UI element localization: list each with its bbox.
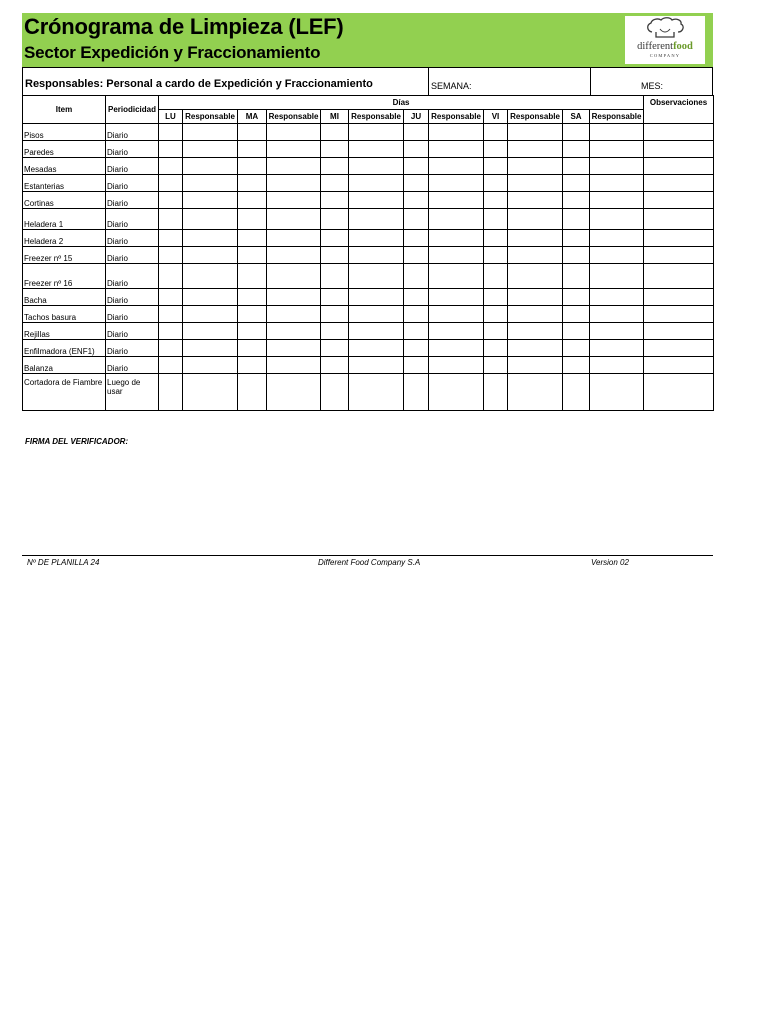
responsable-cell[interactable] <box>349 175 404 192</box>
day-check-cell[interactable] <box>321 230 349 247</box>
row-item: Heladera 2 <box>23 230 106 247</box>
responsable-header: Responsable <box>183 110 238 124</box>
day-check-cell[interactable] <box>484 306 508 323</box>
row-item: Cortadora de Fiambre <box>23 374 106 411</box>
table-row <box>23 209 714 230</box>
responsable-header: Responsable <box>349 110 404 124</box>
responsable-header: Responsable <box>590 110 644 124</box>
day-check-cell[interactable] <box>404 247 429 264</box>
day-header-vi: VI <box>484 110 508 124</box>
responsable-cell[interactable] <box>429 158 484 175</box>
day-check-cell[interactable] <box>563 124 590 141</box>
row-periodicidad: Diario <box>106 306 159 323</box>
version-label: Version 02 <box>591 558 629 567</box>
responsable-cell[interactable] <box>508 306 563 323</box>
day-check-cell[interactable] <box>484 340 508 357</box>
day-check-cell[interactable] <box>321 264 349 289</box>
observaciones-cell[interactable] <box>644 323 714 340</box>
responsable-cell[interactable] <box>349 289 404 306</box>
row-periodicidad: Diario <box>106 357 159 374</box>
responsable-cell[interactable] <box>590 230 644 247</box>
observaciones-cell[interactable] <box>644 158 714 175</box>
responsable-cell[interactable] <box>508 230 563 247</box>
day-check-cell[interactable] <box>321 357 349 374</box>
responsable-cell[interactable] <box>349 158 404 175</box>
observaciones-cell[interactable] <box>644 209 714 230</box>
table-row <box>23 323 714 340</box>
responsable-cell[interactable] <box>349 230 404 247</box>
logo-text-different: different <box>637 41 674 52</box>
day-check-cell[interactable] <box>404 357 429 374</box>
company-logo <box>625 16 705 64</box>
day-check-cell[interactable] <box>563 192 590 209</box>
day-check-cell[interactable] <box>563 323 590 340</box>
day-check-cell[interactable] <box>159 192 183 209</box>
responsable-header: Responsable <box>429 110 484 124</box>
day-check-cell[interactable] <box>321 323 349 340</box>
day-check-cell[interactable] <box>404 124 429 141</box>
responsable-cell[interactable] <box>267 158 321 175</box>
table-row <box>23 230 714 247</box>
table-row <box>23 175 714 192</box>
responsable-cell[interactable] <box>590 340 644 357</box>
day-check-cell[interactable] <box>484 141 508 158</box>
row-item: Pisos <box>23 124 106 141</box>
responsable-cell[interactable] <box>590 192 644 209</box>
row-item: Tachos basura <box>23 306 106 323</box>
chef-hat-icon <box>625 16 705 40</box>
cleaning-schedule-table <box>22 95 714 411</box>
responsable-cell[interactable] <box>429 374 484 411</box>
day-check-cell[interactable] <box>238 306 267 323</box>
table-row <box>23 264 714 289</box>
row-item: Rejillas <box>23 323 106 340</box>
row-item: Enfilmadora (ENF1) <box>23 340 106 357</box>
observaciones-cell[interactable] <box>644 306 714 323</box>
row-periodicidad: Diario <box>106 175 159 192</box>
responsable-cell[interactable] <box>508 124 563 141</box>
responsable-cell[interactable] <box>267 340 321 357</box>
observaciones-cell[interactable] <box>644 141 714 158</box>
responsable-cell[interactable] <box>590 124 644 141</box>
responsable-cell[interactable] <box>508 264 563 289</box>
responsable-cell[interactable] <box>349 209 404 230</box>
responsable-cell[interactable] <box>267 289 321 306</box>
company-name: Different Food Company S.A <box>318 558 421 567</box>
day-check-cell[interactable] <box>159 209 183 230</box>
day-check-cell[interactable] <box>321 192 349 209</box>
responsable-cell[interactable] <box>508 192 563 209</box>
responsable-cell[interactable] <box>183 289 238 306</box>
responsable-cell[interactable] <box>183 374 238 411</box>
day-check-cell[interactable] <box>238 192 267 209</box>
responsable-cell[interactable] <box>590 264 644 289</box>
responsable-cell[interactable] <box>349 357 404 374</box>
responsable-cell[interactable] <box>429 175 484 192</box>
responsable-cell[interactable] <box>590 374 644 411</box>
row-periodicidad: Diario <box>106 141 159 158</box>
row-periodicidad: Diario <box>106 323 159 340</box>
responsable-cell[interactable] <box>267 192 321 209</box>
day-check-cell[interactable] <box>238 124 267 141</box>
responsable-cell[interactable] <box>508 340 563 357</box>
observaciones-subheader <box>644 110 714 124</box>
observaciones-cell[interactable] <box>644 230 714 247</box>
responsable-cell[interactable] <box>590 289 644 306</box>
day-check-cell[interactable] <box>484 175 508 192</box>
footer-divider <box>22 555 713 556</box>
responsable-cell[interactable] <box>508 374 563 411</box>
responsable-cell[interactable] <box>267 323 321 340</box>
responsable-cell[interactable] <box>267 124 321 141</box>
responsable-cell[interactable] <box>590 209 644 230</box>
day-check-cell[interactable] <box>404 323 429 340</box>
table-row <box>23 192 714 209</box>
row-periodicidad: Diario <box>106 230 159 247</box>
responsable-cell[interactable] <box>183 247 238 264</box>
day-check-cell[interactable] <box>321 306 349 323</box>
responsable-cell[interactable] <box>429 247 484 264</box>
responsable-cell[interactable] <box>508 209 563 230</box>
day-check-cell[interactable] <box>563 158 590 175</box>
responsable-cell[interactable] <box>183 264 238 289</box>
row-periodicidad: Diario <box>106 158 159 175</box>
day-check-cell[interactable] <box>321 158 349 175</box>
responsable-cell[interactable] <box>508 357 563 374</box>
day-check-cell[interactable] <box>404 340 429 357</box>
day-check-cell[interactable] <box>321 289 349 306</box>
responsable-cell[interactable] <box>590 306 644 323</box>
day-check-cell[interactable] <box>159 230 183 247</box>
day-check-cell[interactable] <box>563 209 590 230</box>
observaciones-cell[interactable] <box>644 124 714 141</box>
day-check-cell[interactable] <box>563 141 590 158</box>
day-header-sa: SA <box>563 110 590 124</box>
day-check-cell[interactable] <box>321 247 349 264</box>
day-check-cell[interactable] <box>321 340 349 357</box>
day-check-cell[interactable] <box>563 175 590 192</box>
day-check-cell[interactable] <box>321 124 349 141</box>
day-check-cell[interactable] <box>563 230 590 247</box>
responsable-cell[interactable] <box>267 357 321 374</box>
day-check-cell[interactable] <box>321 209 349 230</box>
divider <box>590 68 591 95</box>
day-header-mi: MI <box>321 110 349 124</box>
responsable-cell[interactable] <box>590 357 644 374</box>
responsable-cell[interactable] <box>349 323 404 340</box>
row-item: Heladera 1 <box>23 209 106 230</box>
observaciones-cell[interactable] <box>644 247 714 264</box>
day-check-cell[interactable] <box>238 264 267 289</box>
day-check-cell[interactable] <box>238 158 267 175</box>
day-check-cell[interactable] <box>238 289 267 306</box>
day-check-cell[interactable] <box>321 175 349 192</box>
responsable-cell[interactable] <box>267 264 321 289</box>
table-row <box>23 374 714 411</box>
row-periodicidad: Diario <box>106 247 159 264</box>
responsables-label: Responsables: Personal a cardo de Expedición y Fraccionamiento <box>25 78 373 90</box>
observaciones-cell[interactable] <box>644 289 714 306</box>
form-sheet <box>22 13 713 411</box>
day-check-cell[interactable] <box>563 247 590 264</box>
responsable-cell[interactable] <box>183 175 238 192</box>
day-check-cell[interactable] <box>238 209 267 230</box>
day-check-cell[interactable] <box>159 289 183 306</box>
day-check-cell[interactable] <box>484 374 508 411</box>
table-row <box>23 306 714 323</box>
row-item: Mesadas <box>23 158 106 175</box>
responsable-cell[interactable] <box>429 124 484 141</box>
row-periodicidad: Diario <box>106 124 159 141</box>
planilla-number: Nº DE PLANILLA 24 <box>27 558 100 567</box>
responsable-cell[interactable] <box>429 306 484 323</box>
responsable-cell[interactable] <box>267 175 321 192</box>
page-title: Crónograma de Limpieza (LEF) <box>24 14 344 39</box>
table-row <box>23 247 714 264</box>
responsable-cell[interactable] <box>183 357 238 374</box>
day-check-cell[interactable] <box>563 289 590 306</box>
observaciones-cell[interactable] <box>644 175 714 192</box>
table-row <box>23 357 714 374</box>
responsable-cell[interactable] <box>183 209 238 230</box>
day-check-cell[interactable] <box>484 124 508 141</box>
day-check-cell[interactable] <box>404 230 429 247</box>
responsables-row <box>22 67 713 95</box>
day-header-lu: LU <box>159 110 183 124</box>
day-check-cell[interactable] <box>404 158 429 175</box>
responsable-cell[interactable] <box>590 175 644 192</box>
responsable-cell[interactable] <box>267 230 321 247</box>
day-check-cell[interactable] <box>321 374 349 411</box>
mes-field[interactable]: MES: <box>641 81 664 91</box>
responsable-cell[interactable] <box>183 141 238 158</box>
day-check-cell[interactable] <box>159 175 183 192</box>
row-item: Paredes <box>23 141 106 158</box>
responsable-cell[interactable] <box>349 141 404 158</box>
observaciones-cell[interactable] <box>644 357 714 374</box>
row-periodicidad: Diario <box>106 192 159 209</box>
day-check-cell[interactable] <box>484 247 508 264</box>
responsable-cell[interactable] <box>267 374 321 411</box>
day-header-ma: MA <box>238 110 267 124</box>
responsable-cell[interactable] <box>508 323 563 340</box>
col-header-periodicidad: Periodicidad <box>106 96 159 124</box>
day-check-cell[interactable] <box>238 141 267 158</box>
responsable-cell[interactable] <box>267 209 321 230</box>
day-check-cell[interactable] <box>404 141 429 158</box>
row-item: Cortinas <box>23 192 106 209</box>
responsable-cell[interactable] <box>267 247 321 264</box>
row-item: Estanterias <box>23 175 106 192</box>
day-check-cell[interactable] <box>484 209 508 230</box>
col-header-observaciones: Observaciones <box>644 96 714 110</box>
observaciones-cell[interactable] <box>644 264 714 289</box>
day-check-cell[interactable] <box>238 175 267 192</box>
responsable-cell[interactable] <box>508 141 563 158</box>
day-check-cell[interactable] <box>484 289 508 306</box>
responsable-cell[interactable] <box>590 247 644 264</box>
responsable-cell[interactable] <box>590 158 644 175</box>
day-check-cell[interactable] <box>404 175 429 192</box>
responsable-cell[interactable] <box>349 264 404 289</box>
responsable-cell[interactable] <box>183 230 238 247</box>
day-check-cell[interactable] <box>404 209 429 230</box>
row-item: Freezer nº 16 <box>23 264 106 289</box>
table-row <box>23 340 714 357</box>
responsable-cell[interactable] <box>508 158 563 175</box>
day-check-cell[interactable] <box>484 323 508 340</box>
table-row <box>23 158 714 175</box>
responsable-header: Responsable <box>508 110 563 124</box>
responsable-cell[interactable] <box>183 192 238 209</box>
day-check-cell[interactable] <box>238 323 267 340</box>
responsable-cell[interactable] <box>183 340 238 357</box>
row-periodicidad: Diario <box>106 264 159 289</box>
observaciones-cell[interactable] <box>644 374 714 411</box>
row-periodicidad: Luego de usar <box>106 374 159 411</box>
col-header-item: Item <box>23 96 106 124</box>
day-check-cell[interactable] <box>238 230 267 247</box>
row-periodicidad: Diario <box>106 209 159 230</box>
day-check-cell[interactable] <box>159 141 183 158</box>
row-periodicidad: Diario <box>106 340 159 357</box>
responsable-cell[interactable] <box>429 340 484 357</box>
day-check-cell[interactable] <box>563 306 590 323</box>
observaciones-cell[interactable] <box>644 340 714 357</box>
day-check-cell[interactable] <box>159 264 183 289</box>
day-check-cell[interactable] <box>404 374 429 411</box>
day-header-ju: JU <box>404 110 429 124</box>
day-check-cell[interactable] <box>404 289 429 306</box>
responsable-cell[interactable] <box>183 158 238 175</box>
responsable-cell[interactable] <box>429 357 484 374</box>
day-check-cell[interactable] <box>484 264 508 289</box>
day-check-cell[interactable] <box>159 323 183 340</box>
responsable-cell[interactable] <box>349 247 404 264</box>
day-check-cell[interactable] <box>484 357 508 374</box>
table-row <box>23 141 714 158</box>
responsable-cell[interactable] <box>349 192 404 209</box>
responsable-cell[interactable] <box>590 141 644 158</box>
day-check-cell[interactable] <box>159 306 183 323</box>
day-check-cell[interactable] <box>484 230 508 247</box>
day-check-cell[interactable] <box>484 158 508 175</box>
day-check-cell[interactable] <box>321 141 349 158</box>
day-check-cell[interactable] <box>238 247 267 264</box>
responsable-cell[interactable] <box>429 323 484 340</box>
day-check-cell[interactable] <box>563 264 590 289</box>
responsable-cell[interactable] <box>429 264 484 289</box>
row-item: Freezer nº 15 <box>23 247 106 264</box>
responsable-cell[interactable] <box>183 323 238 340</box>
logo-text-company: COMPANY <box>649 53 681 58</box>
responsable-cell[interactable] <box>429 209 484 230</box>
responsable-cell[interactable] <box>508 175 563 192</box>
responsable-cell[interactable] <box>429 141 484 158</box>
day-check-cell[interactable] <box>404 264 429 289</box>
day-check-cell[interactable] <box>484 192 508 209</box>
responsable-cell[interactable] <box>429 230 484 247</box>
responsable-cell[interactable] <box>267 141 321 158</box>
responsable-cell[interactable] <box>349 306 404 323</box>
logo-text-food: food <box>673 41 693 52</box>
responsable-cell[interactable] <box>429 289 484 306</box>
responsable-cell[interactable] <box>183 124 238 141</box>
responsable-cell[interactable] <box>590 323 644 340</box>
row-item: Balanza <box>23 357 106 374</box>
table-row <box>23 289 714 306</box>
day-check-cell[interactable] <box>159 158 183 175</box>
page-subtitle: Sector Expedición y Fraccionamiento <box>24 43 321 62</box>
day-check-cell[interactable] <box>404 306 429 323</box>
day-check-cell[interactable] <box>563 357 590 374</box>
day-check-cell[interactable] <box>159 124 183 141</box>
divider <box>428 68 429 95</box>
day-check-cell[interactable] <box>159 340 183 357</box>
day-check-cell[interactable] <box>404 192 429 209</box>
responsable-cell[interactable] <box>349 374 404 411</box>
title-banner <box>22 13 713 67</box>
table-row <box>23 124 714 141</box>
day-check-cell[interactable] <box>238 357 267 374</box>
day-check-cell[interactable] <box>159 247 183 264</box>
semana-field[interactable]: SEMANA: <box>431 81 472 91</box>
day-check-cell[interactable] <box>238 374 267 411</box>
col-header-dias: Días <box>159 96 644 110</box>
day-check-cell[interactable] <box>159 357 183 374</box>
responsable-cell[interactable] <box>508 289 563 306</box>
day-check-cell[interactable] <box>159 374 183 411</box>
observaciones-cell[interactable] <box>644 192 714 209</box>
day-check-cell[interactable] <box>563 374 590 411</box>
row-periodicidad: Diario <box>106 289 159 306</box>
responsable-header: Responsable <box>267 110 321 124</box>
responsable-cell[interactable] <box>183 306 238 323</box>
row-item: Bacha <box>23 289 106 306</box>
responsable-cell[interactable] <box>267 306 321 323</box>
firma-verificador-label: FIRMA DEL VERIFICADOR: <box>25 437 129 446</box>
responsable-cell[interactable] <box>349 124 404 141</box>
responsable-cell[interactable] <box>429 192 484 209</box>
responsable-cell[interactable] <box>349 340 404 357</box>
responsable-cell[interactable] <box>508 247 563 264</box>
day-check-cell[interactable] <box>238 340 267 357</box>
day-check-cell[interactable] <box>563 340 590 357</box>
